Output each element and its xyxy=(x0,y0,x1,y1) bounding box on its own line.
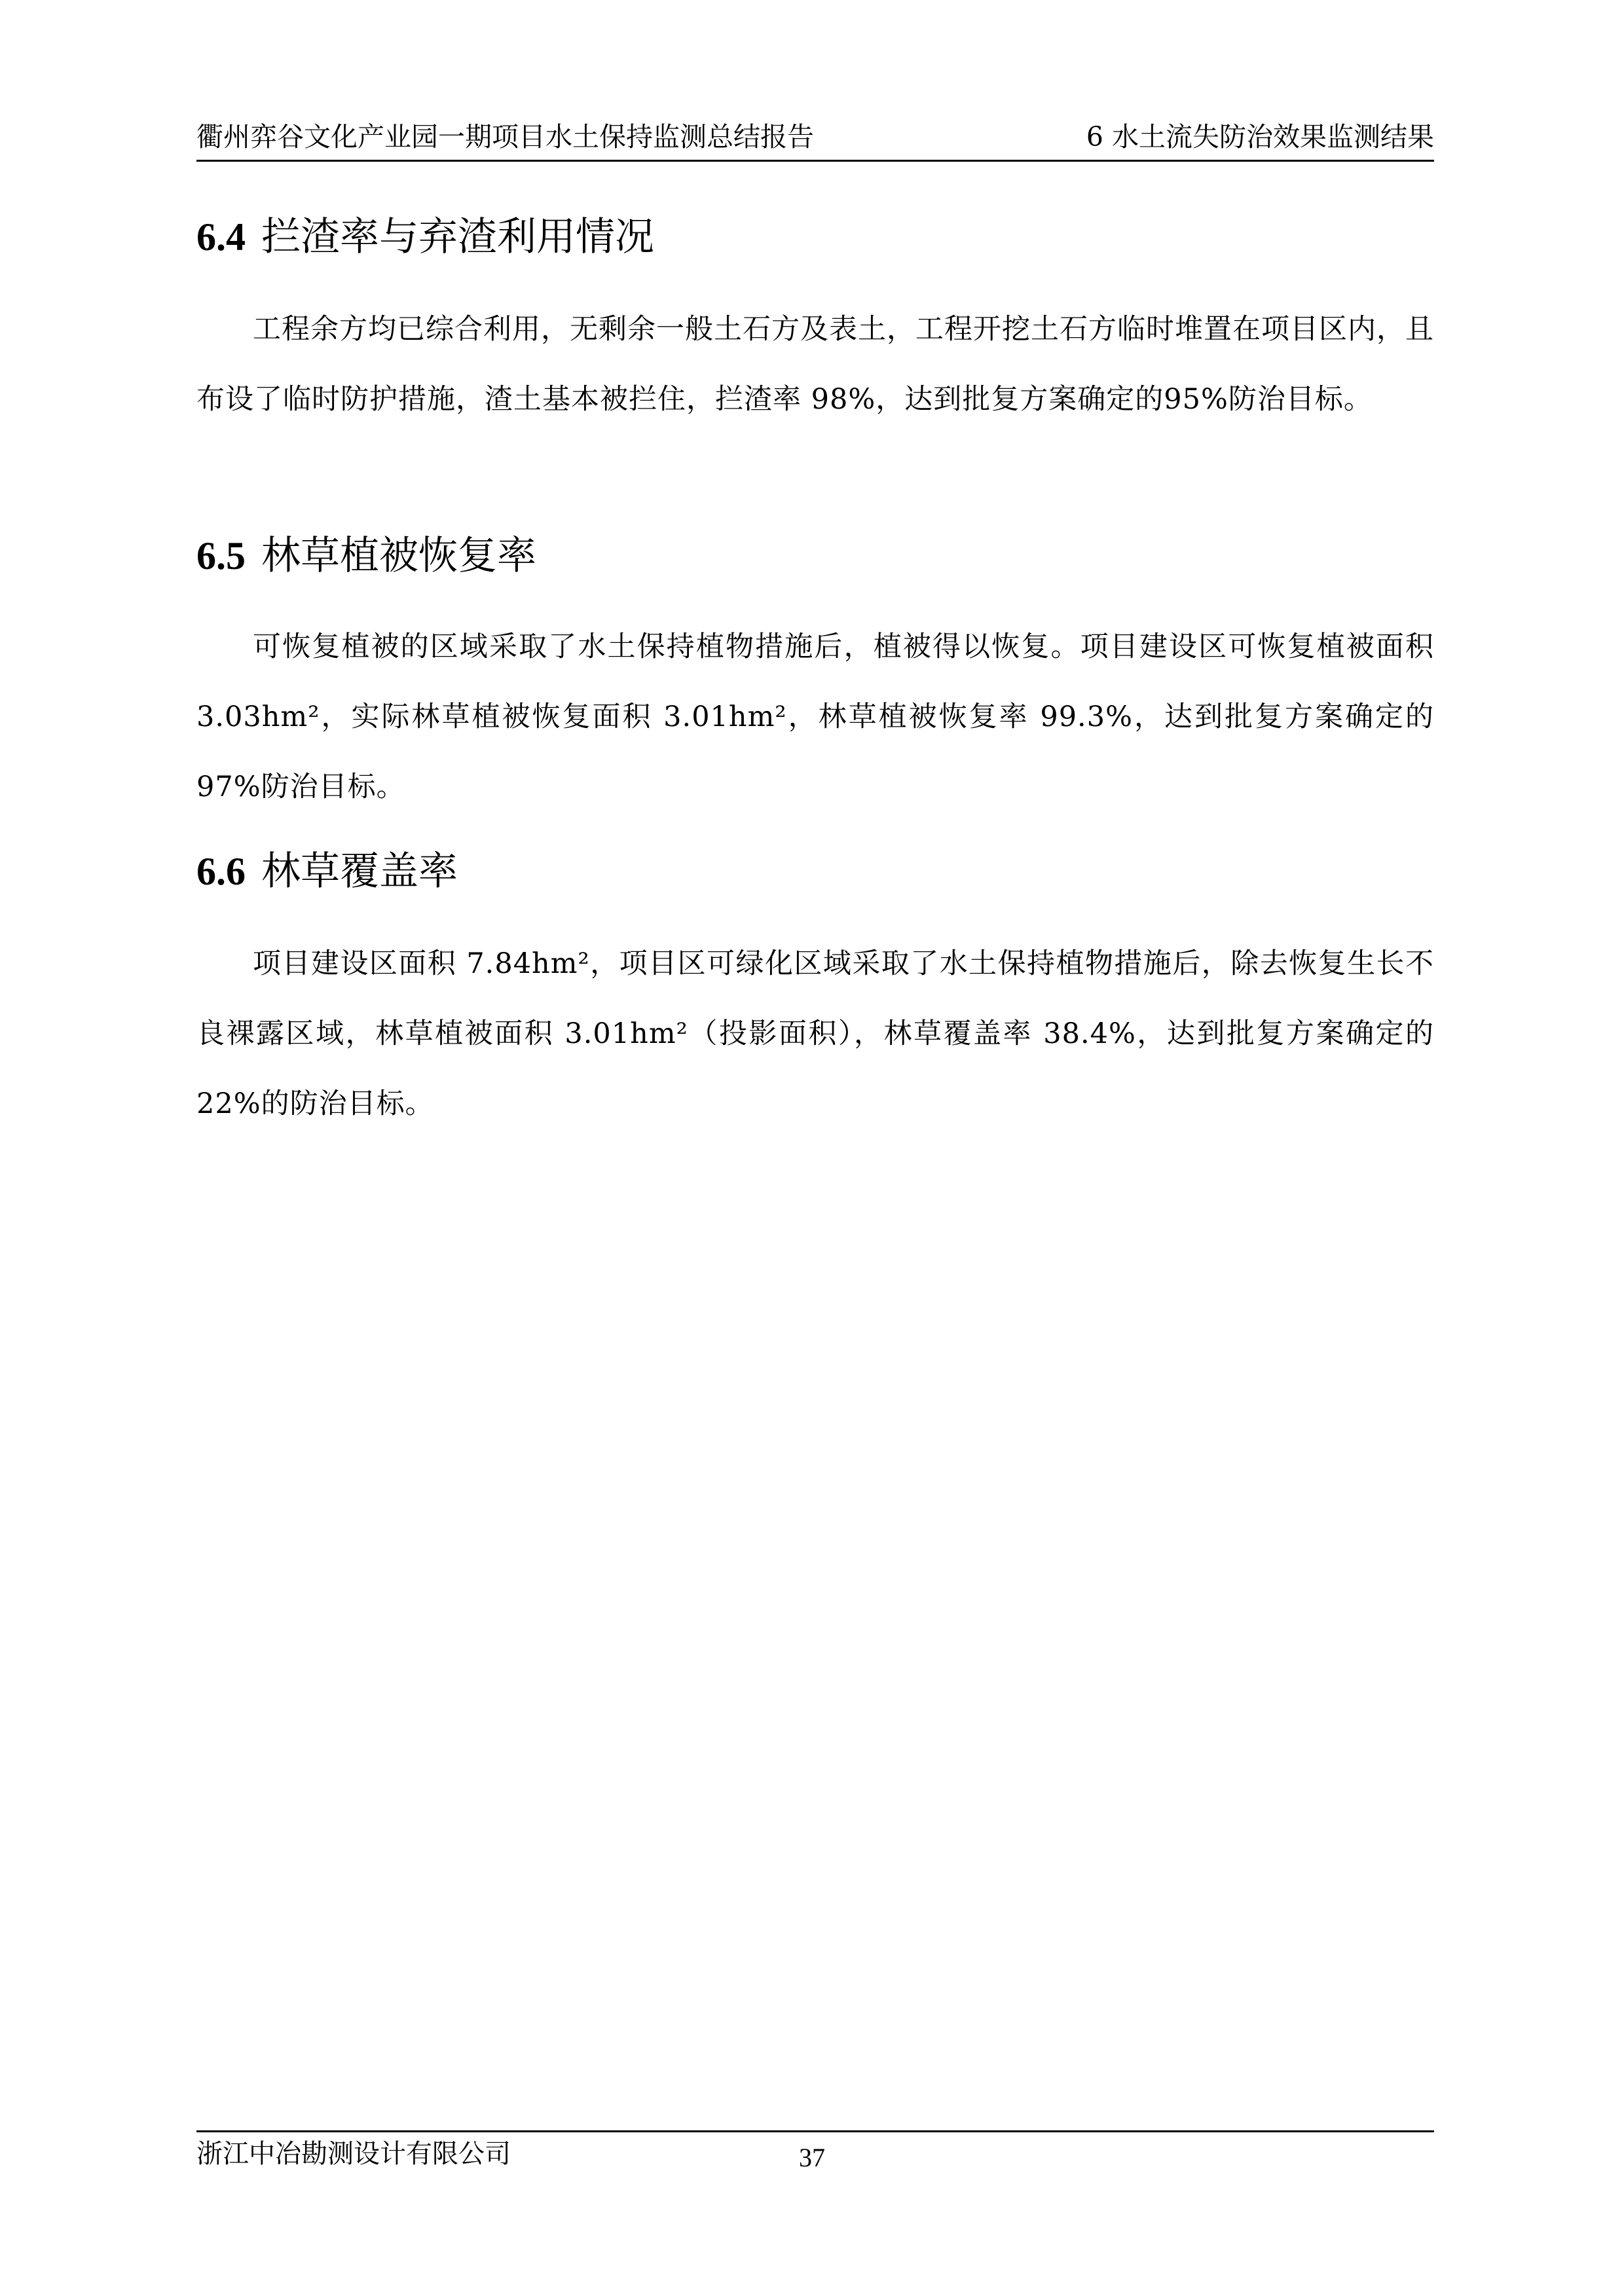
footer-divider xyxy=(196,2130,1434,2132)
header-report-title: 衢州弈谷文化产业园一期项目水土保持监测总结报告 xyxy=(196,121,814,153)
section-heading-6-6 xyxy=(196,846,1434,897)
section-number: 6.4 xyxy=(196,215,246,259)
section-title: 拦渣率与弃渣利用情况 xyxy=(261,214,654,260)
section-title: 林草覆盖率 xyxy=(261,848,458,894)
section-number: 6.6 xyxy=(196,850,246,893)
section-heading-6-5 xyxy=(196,530,1434,581)
section-body-6-6: 项目建设区面积 7.84hm²，项目区可绿化区域采取了水土保持植物措施后，除去恢复生长不良裸露区域，林草植被面积 3.01hm²（投影面积），林草覆盖率 38.4%，达到批复方案确定的 22%的防治目标。 xyxy=(196,947,1434,1120)
section-heading-6-4 xyxy=(196,211,1434,263)
section-body-6-5: 可恢复植被的区域采取了水土保持植物措施后，植被得以恢复。项目建设区可恢复植被面积 3.03hm²，实际林草植被恢复面积 3.01hm²，林草植被恢复率 99.3%，达到批复方案确定的 97%防治目标。 xyxy=(196,630,1434,803)
footer-company: 浙江中冶勘测设计有限公司 xyxy=(196,2139,511,2169)
section-number: 6.5 xyxy=(196,534,246,577)
page-number: 37 xyxy=(799,2143,825,2172)
header-chapter-title: 6 水土流失防治效果监测结果 xyxy=(1086,121,1434,153)
header-divider xyxy=(196,160,1434,162)
section-body-6-4: 工程余方均已综合利用，无剩余一般土石方及表土，工程开挖土石方临时堆置在项目区内，且布设了临时防护措施，渣土基本被拦住，拦渣率 98%，达到批复方案确定的95%防治目标。 xyxy=(196,313,1434,416)
running-header xyxy=(196,118,1434,156)
section-title: 林草植被恢复率 xyxy=(261,533,536,579)
